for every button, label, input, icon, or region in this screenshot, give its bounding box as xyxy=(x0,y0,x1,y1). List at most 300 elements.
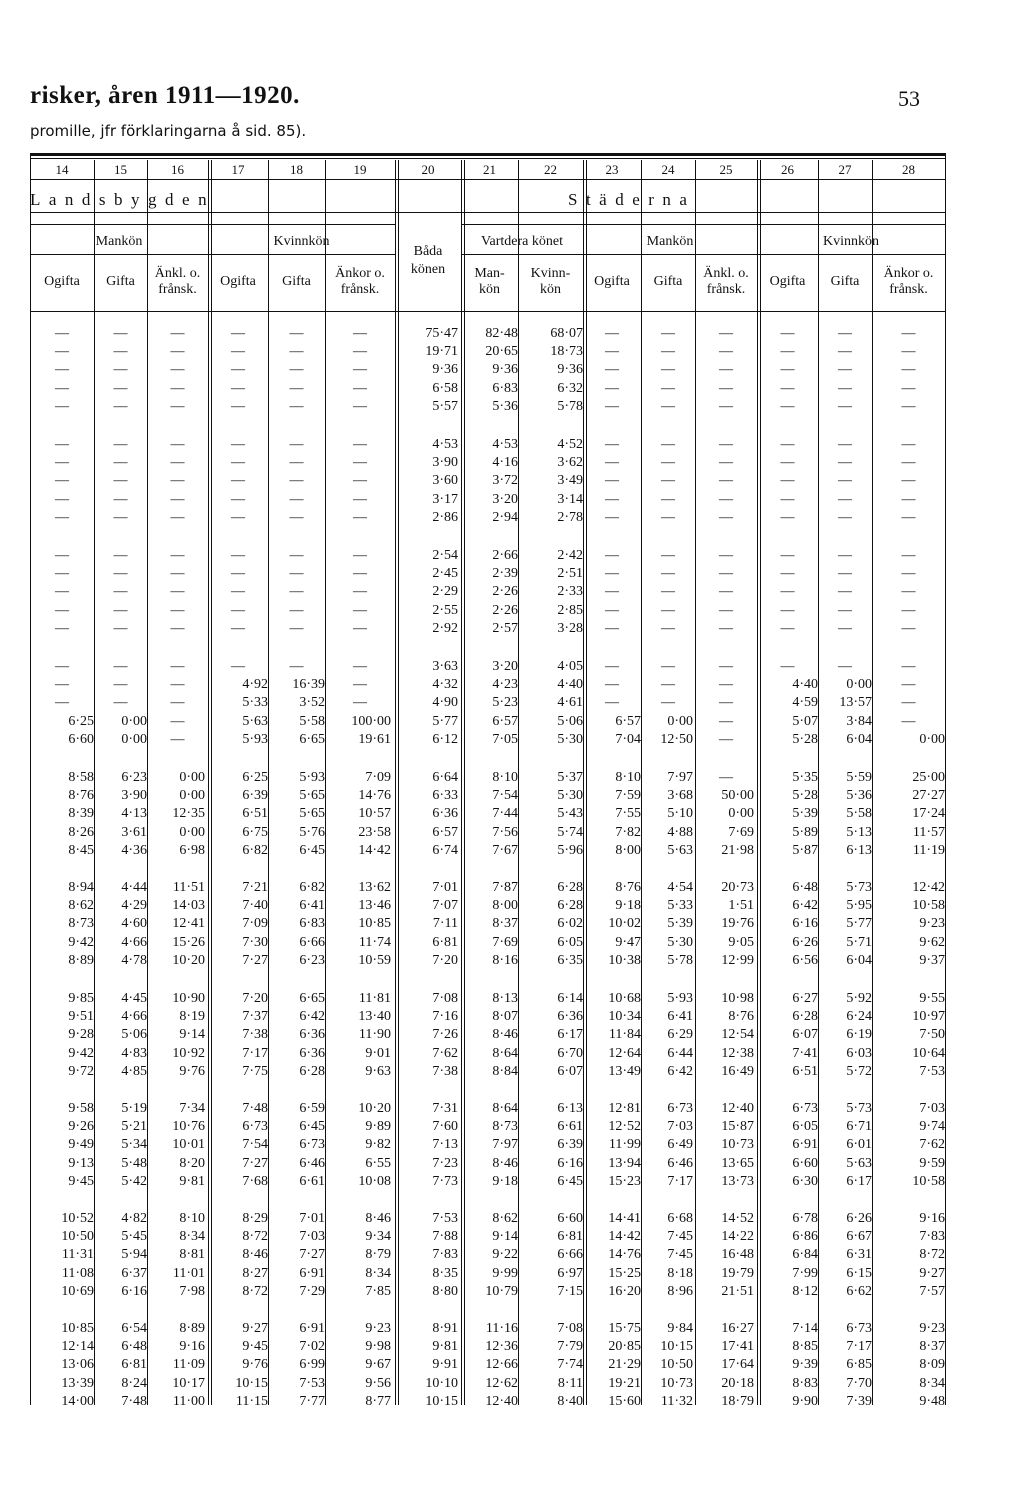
table-cell: 9·18 xyxy=(492,1173,518,1189)
table-cell: 7·01 xyxy=(432,880,458,895)
table-cell: — xyxy=(231,509,245,525)
table-cell: 10·59 xyxy=(358,952,391,968)
table-cell: 11·16 xyxy=(485,1321,518,1336)
table-cell: — xyxy=(719,380,733,396)
table-cell: 6·25 xyxy=(242,770,268,785)
table-cell: 5·28 xyxy=(792,731,818,747)
table-cell: 5·87 xyxy=(792,842,818,858)
table-cell: 6·04 xyxy=(846,952,872,968)
table-cell: 7·55 xyxy=(615,806,641,822)
table-cell: 8·58 xyxy=(68,770,94,785)
table-cell: 8·20 xyxy=(179,1155,205,1171)
table-cell: 6·28 xyxy=(557,880,583,895)
table-cell: 6·61 xyxy=(299,1173,325,1189)
table-cell: 17·24 xyxy=(912,806,945,822)
table-cell: 6·60 xyxy=(68,731,94,747)
table-cell: 6·75 xyxy=(242,824,268,840)
table-cell: 8·27 xyxy=(242,1265,268,1281)
table-cell: 9·51 xyxy=(68,1009,94,1025)
table-cell: 7·57 xyxy=(919,1283,945,1299)
column-rule-double xyxy=(464,160,465,1405)
table-cell: 8·29 xyxy=(242,1211,268,1226)
table-cell: — xyxy=(838,491,852,507)
table-cell: 6·17 xyxy=(557,1027,583,1043)
table-cell: — xyxy=(605,602,619,618)
table-cell: 21·98 xyxy=(721,842,754,858)
table-cell: 10·52 xyxy=(61,1211,94,1226)
table-cell: 3·68 xyxy=(667,788,693,804)
table-cell: — xyxy=(661,437,675,452)
table-cell: 19·71 xyxy=(425,344,458,360)
table-cell: 7·79 xyxy=(557,1339,583,1355)
table-cell: 12·52 xyxy=(608,1119,641,1135)
table-cell: 5·36 xyxy=(846,788,872,804)
table-cell: — xyxy=(719,398,733,414)
table-cell: 7·60 xyxy=(432,1119,458,1135)
table-cell: 7·20 xyxy=(432,952,458,968)
table-cell: 11·81 xyxy=(358,991,391,1006)
table-cell: 2·78 xyxy=(557,509,583,525)
column-header: Kvinn- xyxy=(530,266,571,281)
table-cell: — xyxy=(901,344,916,360)
table-cell: 8·10 xyxy=(179,1211,205,1226)
table-cell: — xyxy=(113,437,128,452)
group-rule xyxy=(583,224,945,225)
table-cell: — xyxy=(231,620,245,636)
table-cell: 6·46 xyxy=(299,1155,325,1171)
table-cell: 8·76 xyxy=(615,880,641,895)
table-cell: — xyxy=(780,659,795,674)
table-cell: — xyxy=(55,509,69,525)
table-cell: — xyxy=(353,566,367,582)
column-header: Änkor o. xyxy=(335,266,385,281)
table-cell: — xyxy=(719,584,733,600)
table-cell: 6·44 xyxy=(667,1045,693,1061)
table-cell: 11·19 xyxy=(912,842,945,858)
table-cell: 14·41 xyxy=(608,1211,641,1226)
table-cell: — xyxy=(719,326,733,341)
table-cell: 6·99 xyxy=(299,1357,325,1373)
table-cell: — xyxy=(353,473,367,489)
table-cell: 8·72 xyxy=(242,1283,268,1299)
table-cell: 6·41 xyxy=(667,1009,693,1025)
table-cell: — xyxy=(231,566,245,582)
table-cell: 6·23 xyxy=(121,770,147,785)
table-cell: 19·79 xyxy=(721,1265,754,1281)
table-cell: 16·48 xyxy=(721,1247,754,1263)
table-cell: 6·82 xyxy=(242,842,268,858)
table-cell: — xyxy=(605,677,619,693)
table-cell: 4·59 xyxy=(792,695,818,711)
table-cell: 6·49 xyxy=(667,1137,693,1153)
table-cell: 12·42 xyxy=(912,880,945,895)
page-number: 53 xyxy=(898,86,920,111)
table-cell: — xyxy=(838,398,852,414)
table-cell: 6·36 xyxy=(432,806,458,822)
table-cell: 7·11 xyxy=(432,916,458,932)
table-cell: 9·27 xyxy=(919,1265,945,1281)
table-cell: 100·00 xyxy=(351,713,391,729)
table-cell: 11·01 xyxy=(172,1265,205,1281)
table-cell: 8·19 xyxy=(179,1009,205,1025)
table-cell: 6·70 xyxy=(557,1045,583,1061)
table-cell: 4·54 xyxy=(667,880,693,895)
table-cell: — xyxy=(113,602,128,618)
table-cell: 7·09 xyxy=(242,916,268,932)
column-rule xyxy=(461,160,462,1405)
table-cell: 18·79 xyxy=(721,1393,754,1409)
table-cell: 4·16 xyxy=(492,455,518,471)
table-cell: — xyxy=(113,398,128,414)
table-cell: — xyxy=(113,362,128,378)
table-cell: 21·29 xyxy=(608,1357,641,1373)
table-cell: 4·05 xyxy=(557,659,583,674)
table-cell: — xyxy=(113,677,128,693)
column-number: 24 xyxy=(661,162,675,177)
table-cell: 9·90 xyxy=(792,1393,818,1409)
table-cell: 10·98 xyxy=(721,991,754,1006)
table-cell: 7·62 xyxy=(432,1045,458,1061)
table-cell: 9·59 xyxy=(919,1155,945,1171)
table-cell: 7·03 xyxy=(667,1119,693,1135)
table-cell: 9·14 xyxy=(179,1027,205,1043)
table-cell: 20·65 xyxy=(485,344,518,360)
table-cell: 6·32 xyxy=(557,380,583,396)
table-cell: 5·74 xyxy=(557,824,583,840)
table-cell: 5·77 xyxy=(432,713,458,729)
table-cell: 5·89 xyxy=(792,824,818,840)
table-cell: 7·38 xyxy=(242,1027,268,1043)
table-cell: 2·26 xyxy=(492,602,518,618)
table-cell: 7·68 xyxy=(242,1173,268,1189)
table-cell: 5·33 xyxy=(667,898,693,914)
table-cell: 8·72 xyxy=(242,1229,268,1245)
table-cell: 17·41 xyxy=(721,1339,754,1355)
table-cell: 10·10 xyxy=(425,1375,458,1391)
table-cell: — xyxy=(661,398,675,414)
table-cell: 0·00 xyxy=(179,770,205,785)
table-cell: 14·76 xyxy=(358,788,391,804)
table-cell: 4·40 xyxy=(792,677,818,693)
table-cell: 9·49 xyxy=(68,1137,94,1153)
table-cell: — xyxy=(719,362,733,378)
table-cell: 15·26 xyxy=(172,934,205,950)
table-cell: — xyxy=(113,695,128,711)
table-cell: 8·18 xyxy=(667,1265,693,1281)
table-cell: 8·80 xyxy=(432,1283,458,1299)
group-header-konen: könen xyxy=(410,262,446,277)
table-cell: 8·73 xyxy=(68,916,94,932)
table-cell: 7·14 xyxy=(792,1321,818,1336)
table-cell: 6·56 xyxy=(792,952,818,968)
table-cell: 10·20 xyxy=(358,1101,391,1116)
table-cell: 3·63 xyxy=(432,659,458,674)
table-cell: — xyxy=(838,548,852,563)
table-cell: — xyxy=(605,659,619,674)
table-cell: — xyxy=(605,584,619,600)
table-cell: — xyxy=(231,437,245,452)
column-header: Gifta xyxy=(106,274,135,289)
table-cell: 5·73 xyxy=(846,880,872,895)
table-cell: — xyxy=(289,566,304,582)
table-cell: — xyxy=(170,695,185,711)
table-cell: 9·39 xyxy=(792,1357,818,1373)
table-cell: 9·36 xyxy=(492,362,518,378)
table-cell: — xyxy=(838,326,852,341)
table-cell: 7·53 xyxy=(919,1063,945,1079)
table-cell: — xyxy=(661,455,675,471)
table-cell: 7·50 xyxy=(919,1027,945,1043)
table-cell: — xyxy=(838,455,852,471)
table-cell: 82·48 xyxy=(485,326,518,341)
table-cell: — xyxy=(231,473,245,489)
column-number: 21 xyxy=(483,162,496,177)
table-cell: 6·42 xyxy=(299,1009,325,1025)
table-cell: 6·60 xyxy=(557,1211,583,1226)
table-cell: — xyxy=(901,326,916,341)
group-header-kvinnkon-right: Kvinnkön xyxy=(823,234,879,249)
table-cell: 20·73 xyxy=(721,880,754,895)
table-cell: 4·45 xyxy=(121,991,147,1006)
table-cell: 0·00 xyxy=(728,806,754,822)
table-cell: 6·65 xyxy=(299,731,325,747)
table-cell: 6·45 xyxy=(557,1173,583,1189)
table-cell: 9·45 xyxy=(242,1339,268,1355)
table-cell: — xyxy=(289,584,304,600)
table-cell: 13·40 xyxy=(358,1009,391,1025)
table-cell: 8·10 xyxy=(615,770,641,785)
table-cell: — xyxy=(901,602,916,618)
table-cell: 8·84 xyxy=(492,1063,518,1079)
table-cell: — xyxy=(901,566,916,582)
table-cell: — xyxy=(661,473,675,489)
table-cell: — xyxy=(170,455,185,471)
table-cell: 7·85 xyxy=(365,1283,391,1299)
table-cell: — xyxy=(353,602,367,618)
table-cell: 9·26 xyxy=(68,1119,94,1135)
table-cell: 4·53 xyxy=(432,437,458,452)
table-cell: — xyxy=(719,770,733,785)
table-cell: 7·45 xyxy=(667,1229,693,1245)
table-cell: — xyxy=(113,380,128,396)
table-cell: 10·02 xyxy=(608,916,641,932)
table-cell: — xyxy=(353,455,367,471)
table-cell: 8·89 xyxy=(179,1321,205,1336)
table-cell: 16·20 xyxy=(608,1283,641,1299)
table-cell: 4·85 xyxy=(121,1063,147,1079)
table-cell: 7·44 xyxy=(492,806,518,822)
table-cell: — xyxy=(170,659,185,674)
table-cell: — xyxy=(780,509,795,525)
table-cell: 10·85 xyxy=(61,1321,94,1336)
table-cell: 5·65 xyxy=(299,806,325,822)
table-cell: — xyxy=(353,548,367,563)
table-cell: 7·23 xyxy=(432,1155,458,1171)
table-cell: 25·00 xyxy=(912,770,945,785)
table-cell: 6·07 xyxy=(792,1027,818,1043)
table-cell: — xyxy=(170,398,185,414)
table-cell: 11·90 xyxy=(358,1027,391,1043)
table-cell: 10·38 xyxy=(608,952,641,968)
table-cell: 9·16 xyxy=(919,1211,945,1226)
table-cell: 9·67 xyxy=(365,1357,391,1373)
table-cell: 6·91 xyxy=(299,1321,325,1336)
table-cell: — xyxy=(231,548,245,563)
table-cell: 7·40 xyxy=(242,898,268,914)
table-cell: 7·09 xyxy=(365,770,391,785)
table-cell: 12·41 xyxy=(172,916,205,932)
table-cell: — xyxy=(353,695,367,711)
table-cell: 9·91 xyxy=(432,1357,458,1373)
table-cell: — xyxy=(780,380,795,396)
table-cell: 7·59 xyxy=(615,788,641,804)
table-cell: — xyxy=(780,362,795,378)
table-cell: 15·25 xyxy=(608,1265,641,1281)
table-cell: — xyxy=(719,491,733,507)
table-cell: 16·39 xyxy=(292,677,325,693)
group-header-vartdera: Vartdera könet xyxy=(480,234,564,249)
table-cell: 10·85 xyxy=(358,916,391,932)
table-cell: — xyxy=(55,473,69,489)
table-cell: 12·35 xyxy=(172,806,205,822)
table-cell: — xyxy=(113,566,128,582)
table-cell: 7·29 xyxy=(299,1283,325,1299)
table-cell: 6·36 xyxy=(299,1045,325,1061)
table-cell: 6·17 xyxy=(846,1173,872,1189)
table-cell: 4·66 xyxy=(121,1009,147,1025)
table-cell: 7·05 xyxy=(492,731,518,747)
table-cell: — xyxy=(780,455,795,471)
column-number: 28 xyxy=(902,162,915,177)
table-cell: — xyxy=(170,380,185,396)
table-cell: 6·66 xyxy=(299,934,325,950)
table-cell: 5·30 xyxy=(667,934,693,950)
table-cell: 10·92 xyxy=(172,1045,205,1061)
table-cell: 9·99 xyxy=(492,1265,518,1281)
table-cell: — xyxy=(901,473,916,489)
table-cell: 5·96 xyxy=(557,842,583,858)
table-cell: 6·28 xyxy=(299,1063,325,1079)
table-cell: 8·46 xyxy=(242,1247,268,1263)
table-cell: 6·85 xyxy=(846,1357,872,1373)
table-cell: — xyxy=(353,620,367,636)
table-cell: — xyxy=(55,695,69,711)
table-cell: 15·60 xyxy=(608,1393,641,1409)
table-cell: — xyxy=(719,344,733,360)
table-cell: 7·45 xyxy=(667,1247,693,1263)
table-cell: 6·68 xyxy=(667,1211,693,1226)
table-cell: 9·42 xyxy=(68,934,94,950)
table-cell: — xyxy=(605,566,619,582)
table-cell: 8·76 xyxy=(728,1009,754,1025)
column-number: 27 xyxy=(838,162,852,177)
table-cell: 19·76 xyxy=(721,916,754,932)
table-cell: 6·48 xyxy=(121,1339,147,1355)
table-cell: 5·77 xyxy=(846,916,872,932)
table-cell: — xyxy=(55,602,69,618)
table-cell: 7·03 xyxy=(919,1101,945,1116)
table-cell: 6·84 xyxy=(792,1247,818,1263)
table-cell: 6·82 xyxy=(299,880,325,895)
table-cell: — xyxy=(780,437,795,452)
table-cell: 19·21 xyxy=(608,1375,641,1391)
table-cell: 8·45 xyxy=(68,842,94,858)
table-cell: — xyxy=(353,437,367,452)
table-cell: 7·69 xyxy=(728,824,754,840)
table-cell: 11·99 xyxy=(608,1137,641,1153)
table-cell: — xyxy=(113,455,128,471)
table-cell: 6·41 xyxy=(299,898,325,914)
table-cell: — xyxy=(901,455,916,471)
table-cell: — xyxy=(55,584,69,600)
table-cell: 0·00 xyxy=(179,824,205,840)
table-cell: — xyxy=(289,398,304,414)
table-cell: 5·71 xyxy=(846,934,872,950)
table-cell: 6·81 xyxy=(121,1357,147,1373)
table-cell: 7·87 xyxy=(492,880,518,895)
table-cell: 0·00 xyxy=(121,731,147,747)
table-cell: 9·45 xyxy=(68,1173,94,1189)
table-cell: 7·27 xyxy=(242,1155,268,1171)
table-cell: 10·90 xyxy=(172,991,205,1006)
table-cell: 7·83 xyxy=(919,1229,945,1245)
table-cell: 4·32 xyxy=(432,677,458,693)
table-cell: 9·48 xyxy=(919,1393,945,1409)
table-cell: 6·83 xyxy=(492,380,518,396)
table-cell: 4·60 xyxy=(121,916,147,932)
table-cell: 7·38 xyxy=(432,1063,458,1079)
table-cell: 4·78 xyxy=(121,952,147,968)
group-header-kvinnkon-left: Kvinnkön xyxy=(273,234,330,249)
table-cell: 8·64 xyxy=(492,1101,518,1116)
table-cell: 6·37 xyxy=(121,1265,147,1281)
table-cell: 13·46 xyxy=(358,898,391,914)
column-number: 20 xyxy=(421,162,435,177)
table-cell: — xyxy=(605,473,619,489)
table-cell: — xyxy=(605,620,619,636)
table-cell: — xyxy=(661,584,675,600)
table-cell: 14·42 xyxy=(608,1229,641,1245)
table-cell: — xyxy=(55,566,69,582)
table-cell: — xyxy=(289,620,304,636)
table-cell: 9·34 xyxy=(365,1229,391,1245)
table-cell: — xyxy=(719,548,733,563)
column-header: Gifta xyxy=(282,274,311,289)
table-cell: — xyxy=(55,659,69,674)
table-cell: 9·98 xyxy=(365,1339,391,1355)
table-cell: — xyxy=(289,509,304,525)
table-cell: — xyxy=(170,620,185,636)
table-cell: 5·93 xyxy=(667,991,693,1006)
table-cell: 9·63 xyxy=(365,1063,391,1079)
table-cell: 7·56 xyxy=(492,824,518,840)
table-cell: 19·61 xyxy=(358,731,391,747)
table-cell: — xyxy=(719,659,733,674)
table-cell: — xyxy=(231,344,245,360)
table-cell: 6·54 xyxy=(121,1321,147,1336)
table-cell: 13·94 xyxy=(608,1155,641,1171)
column-rule xyxy=(518,160,519,1405)
table-cell: — xyxy=(231,326,245,341)
table-cell: — xyxy=(170,731,185,747)
table-cell: 10·58 xyxy=(912,898,945,914)
table-cell: 7·88 xyxy=(432,1229,458,1245)
table-cell: 5·43 xyxy=(557,806,583,822)
table-cell: 5·35 xyxy=(792,770,818,785)
table-cell: 9·56 xyxy=(365,1375,391,1391)
table-cell: — xyxy=(231,584,245,600)
table-cell: 16·27 xyxy=(721,1321,754,1336)
